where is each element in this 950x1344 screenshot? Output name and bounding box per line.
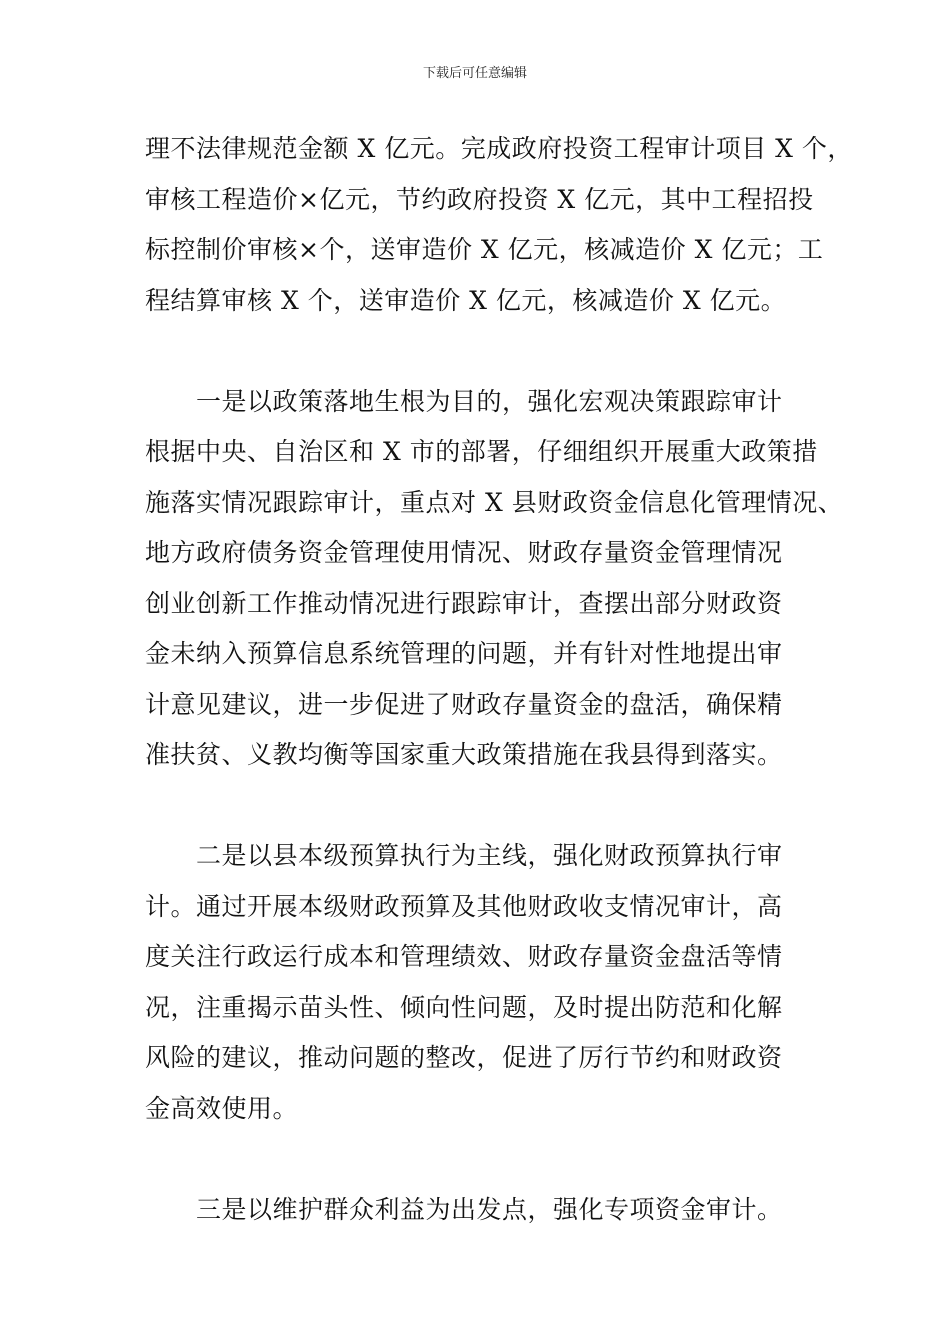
page-header: 下载后可任意编辑 [422,66,527,81]
text-line: 理不法律规范金额 X 亿元。完成政府投资工程审计项目 X 个， [145,134,853,163]
text-line: 根据中央、自治区和 X 市的部署，仔细组织开展重大政策措 [145,437,818,466]
document-body [145,124,853,1235]
paragraph-gap [145,1134,845,1185]
text-line: 金未纳入预算信息系统管理的问题，并有针对性地提出审 [145,639,783,668]
text-line: 况，注重揭示苗头性、倾向性问题，及时提出防范和化解 [145,992,783,1022]
paragraph-gap [145,326,845,377]
text-line: 金高效使用。 [145,1093,299,1123]
text-line: 程结算审核 X 个，送审造价 X 亿元，核减造价 X 亿元。 [145,285,787,315]
text-line: 度关注行政运行成本和管理绩效、财政存量资金盘活等情 [145,942,783,971]
text-line: 地方政府债务资金管理使用情况、财政存量资金管理情况 [145,538,783,567]
text-line: 一是以政策落地生根为目的，强化宏观决策跟踪审计 [145,386,783,416]
paragraph-4 [145,1185,845,1236]
text-line: 标控制价审核×个，送审造价 X 亿元，核减造价 X 亿元；工 [145,235,824,264]
text-line: 审核工程造价×亿元，节约政府投资 X 亿元，其中工程招投 [145,184,814,214]
text-line: 计。通过开展本级财政预算及其他财政收支情况审计，高 [145,891,783,921]
text-line: 三是以维护群众利益为出发点，强化专项资金审计。 [145,1194,783,1224]
text-line: 准扶贫、义教均衡等国家重大政策措施在我县得到落实。 [145,740,783,769]
paragraph-2 [145,377,845,781]
paragraph-1 [145,124,853,326]
paragraph-gap [145,781,845,832]
text-line: 风险的建议，推动问题的整改，促进了厉行节约和财政资 [145,1043,783,1072]
paragraph-3 [145,831,845,1134]
text-line: 计意见建议，进一步促进了财政存量资金的盘活，确保精 [145,689,783,719]
text-line: 创业创新工作推动情况进行跟踪审计，查摆出部分财政资 [145,588,783,618]
text-line: 二是以县本级预算执行为主线，强化财政预算执行审 [145,841,783,870]
text-line: 施落实情况跟踪审计，重点对 X 县财政资金信息化管理情况、 [145,487,844,517]
